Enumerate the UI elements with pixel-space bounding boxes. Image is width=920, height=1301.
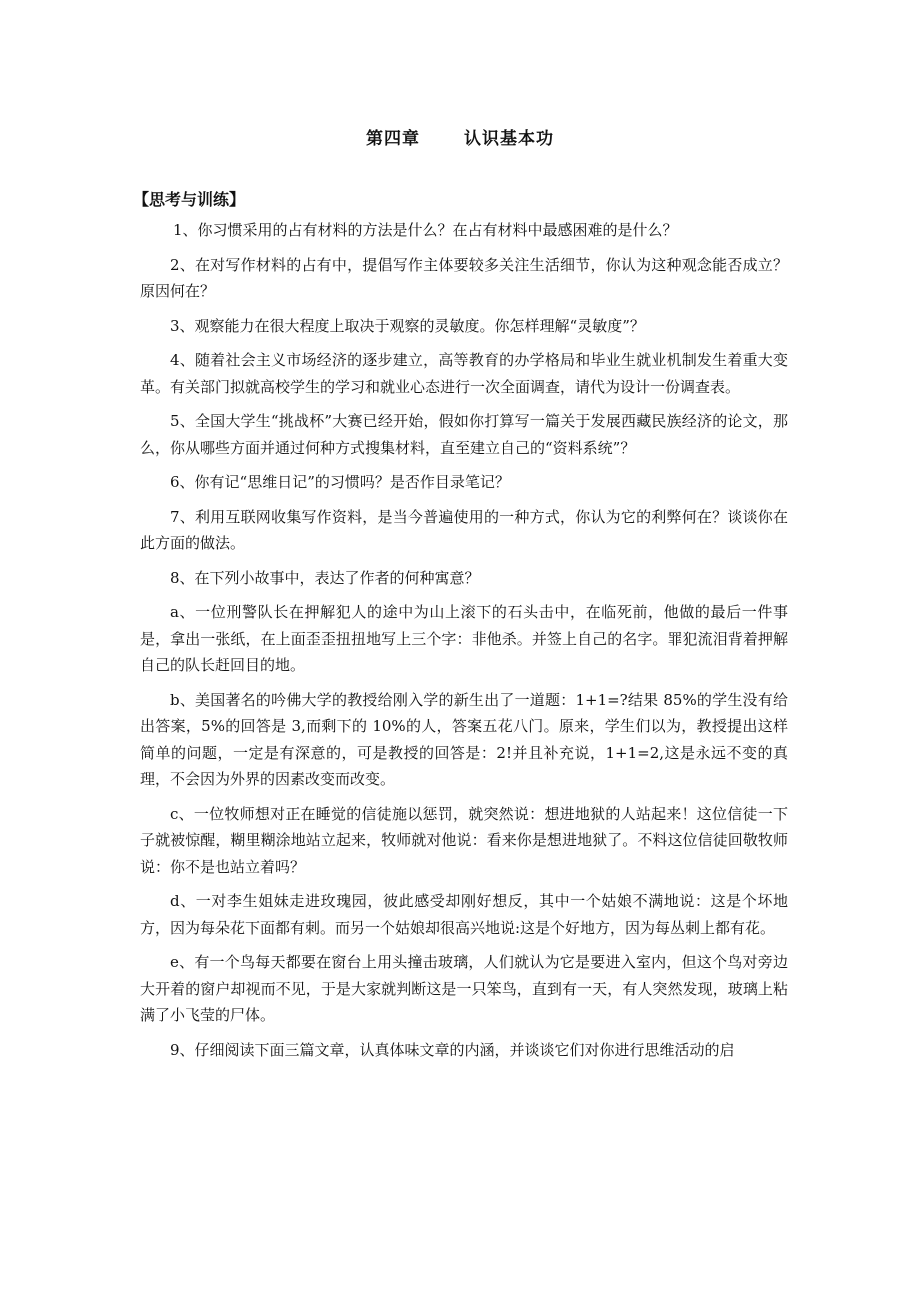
chapter-title [0,124,920,149]
story-b: b、美国著名的吟佛大学的教授给刚入学的新生出了一道题：1+1=?结果 85%的学生没有给出答案，5%的回答是 3,而剩下的 10%的人，答案五花八门。原来，学生们以为，教授提出这样简单的问题，一定是有深意的，可是教授的回答是：2!并且补充说，1+1=2,这是永远不变的真理，不会因为外界的因素改变而改变。 [140,690,788,788]
exercise-7: 7、利用互联网收集写作资料，是当今普遍使用的一种方式，你认为它的利弊何在？谈谈你在此方面的做法。 [140,507,788,552]
story-a: a、一位刑警队长在押解犯人的途中为山上滚下的石头击中，在临死前，他做的最后一件事是，拿出一张纸，在上面歪歪扭扭地写上三个字：非他杀。并签上自己的名字。罪犯流泪背着押解自己的队长赶回目的地。 [140,603,788,674]
exercise-3: 3、观察能力在很大程度上取决于观察的灵敏度。你怎样理解“灵敏度”？ [170,316,645,335]
section-heading: 【思考与训练】 [133,190,246,209]
chapter-name: 认识基本功 [464,129,554,149]
exercise-2: 2、在对写作材料的占有中，提倡写作主体要较多关注生活细节，你认为这种观念能否成立？原因何在？ [140,255,788,300]
exercise-4: 4、随着社会主义市场经济的逐步建立，高等教育的办学格局和毕业生就业机制发生着重大变革。有关部门拟就高校学生的学习和就业心态进行一次全面调查，请代为设计一份调查表。 [140,351,788,396]
exercise-6: 6、你有记“思维日记”的习惯吗？是否作目录笔记？ [170,473,510,491]
story-c: c、一位牧师想对正在睡觉的信徒施以惩罚，就突然说：想进地狱的人站起来！这位信徒一下子就被惊醒，糊里糊涂地站立起来，牧师就对他说：看来你是想进地狱了。不料这位信徒回敬牧师说：你不是也站立着吗？ [140,804,788,876]
exercise-5: 5、全国大学生“挑战杯”大赛已经开始，假如你打算写一篇关于发展西藏民族经济的论文，那么，你从哪些方面并通过何种方式搜集材料，直至建立自己的“资料系统”？ [140,412,788,457]
chapter-number: 第四章 [366,129,420,149]
exercise-9: 9、仔细阅读下面三篇文章，认真体味文章的内涵，并谈谈它们对你进行思维活动的启 [170,1040,735,1059]
story-e: e、有一个鸟每天都要在窗台上用头撞击玻璃，人们就认为它是要进入室内，但这个鸟对旁边大开着的窗户却视而不见，于是大家就判断这是一只笨鸟，直到有一天，有人突然发现，玻璃上粘满了小飞莹的尸体。 [140,953,788,1024]
exercise-1: 1、你习惯采用的占有材料的方法是什么？在占有材料中最感困难的是什么？ [173,221,678,239]
exercise-list [140,217,788,1071]
exercise-8: 8、在下列小故事中，表达了作者的何种寓意？ [170,568,480,587]
story-d: d、一对李生姐妹走进玫瑰园，彼此感受却刚好想反，其中一个姑娘不满地说：这是个坏地方，因为每朵花下面都有刺。而另一个姑娘却很高兴地说:这是个好地方，因为每丛刺上都有花。 [140,892,788,937]
